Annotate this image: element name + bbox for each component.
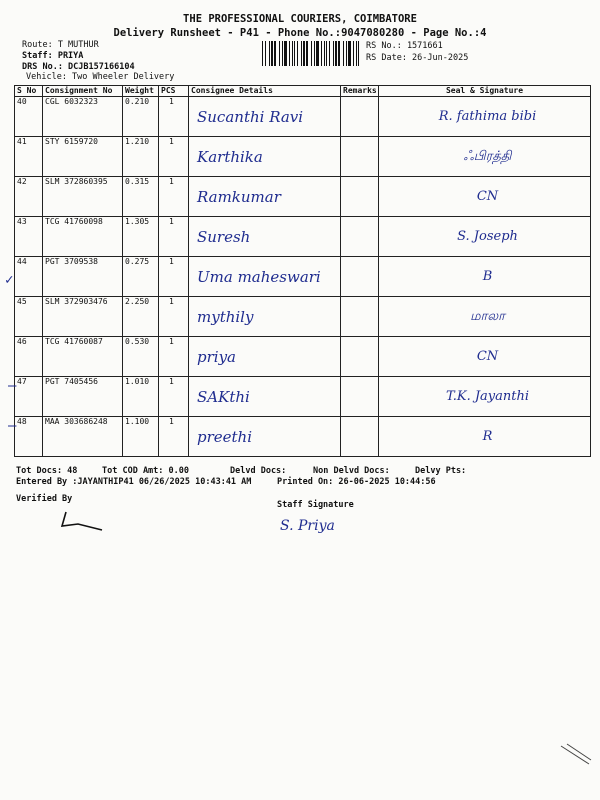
weight-cell: 1.210 [123,137,159,177]
seal-signature: மாலா [379,297,591,337]
tot-docs: Tot Docs: 48 [16,466,78,476]
sno-cell: 44 [15,257,43,297]
consignee-handwriting: mythily [189,297,341,337]
corner-scribble [555,740,595,770]
col-remarks: Remarks [341,86,379,97]
remarks-cell [341,297,379,337]
runsheet-title: Delivery Runsheet - P41 - Phone No.:9047080280 - Page No.:4 [113,27,487,39]
tick-mark: ✓ [5,272,14,288]
company-title: THE PROFESSIONAL COURIERS, COIMBATORE [183,13,417,25]
weight-cell: 1.010 [123,377,159,417]
staff-signature: S. Priya [280,518,335,534]
drs-number: DRS No.: DCJB157166104 [22,62,135,72]
sno-cell: 43 [15,217,43,257]
weight-cell: 0.530 [123,337,159,377]
consignment-cell: CGL 6032323 [43,97,123,137]
consignee-handwriting: Uma maheswari [189,257,341,297]
delvy-pts: Delvy Pts: [415,466,467,476]
sno-cell: 42 [15,177,43,217]
remarks-cell [341,137,379,177]
consignment-cell: MAA 303686248 [43,417,123,457]
sno-cell: 41 [15,137,43,177]
consignment-cell: TCG 41760087 [43,337,123,377]
printed-on: Printed On: 26-06-2025 10:44:56 [277,477,436,487]
route-label: Route: T MUTHUR [22,40,99,50]
table-header-row [15,86,591,97]
seal-signature: CN [379,337,591,377]
table-row [15,97,591,137]
rs-date: RS Date: 26-Jun-2025 [366,53,469,63]
remarks-cell [341,377,379,417]
table-row [15,377,591,417]
weight-cell: 2.250 [123,297,159,337]
col-weight: Weight [123,86,159,97]
seal-signature: B [379,257,591,297]
weight-cell: 0.210 [123,97,159,137]
rs-number: RS No.: 1571661 [366,41,443,51]
consignment-cell: PGT 3709538 [43,257,123,297]
staff-label: Staff: PRIYA [22,51,84,61]
weight-cell: 1.305 [123,217,159,257]
verified-signature [56,508,108,532]
consignee-handwriting: Ramkumar [189,177,341,217]
col-pcs: PCS [159,86,189,97]
table-row [15,297,591,337]
staff-signature-label: Staff Signature [277,500,354,510]
consignment-cell: PGT 7405456 [43,377,123,417]
consignee-handwriting: Karthika [189,137,341,177]
seal-signature: S. Joseph [379,217,591,257]
sno-cell: 45 [15,297,43,337]
sno-cell: 46 [15,337,43,377]
col-signature: Seal & Signature [379,86,591,97]
col-consignment: Consignment No [43,86,123,97]
table-row [15,217,591,257]
col-consignee: Consignee Details [189,86,341,97]
tot-cod: Tot COD Amt: 0.00 [102,466,189,476]
table-row [15,137,591,177]
pcs-cell: 1 [159,257,189,297]
tick-mark: – [8,418,17,434]
col-sno: S No [15,86,43,97]
weight-cell: 0.275 [123,257,159,297]
barcode [262,41,360,66]
consignee-handwriting: SAKthi [189,377,341,417]
remarks-cell [341,217,379,257]
tick-mark: – [8,378,17,394]
runsheet-table [14,85,591,457]
consignment-cell: TCG 41760098 [43,217,123,257]
remarks-cell [341,97,379,137]
delvd-docs: Delvd Docs: [230,466,287,476]
table-row [15,337,591,377]
pcs-cell: 1 [159,297,189,337]
pcs-cell: 1 [159,177,189,217]
consignment-cell: STY 6159720 [43,137,123,177]
remarks-cell [341,257,379,297]
pcs-cell: 1 [159,417,189,457]
sno-cell: 40 [15,97,43,137]
weight-cell: 0.315 [123,177,159,217]
seal-signature: R. fathima bibi [379,97,591,137]
verified-by-label: Verified By [16,494,73,504]
consignment-cell: SLM 372860395 [43,177,123,217]
consignee-handwriting: priya [189,337,341,377]
vehicle-label: Vehicle: Two Wheeler Delivery [26,72,175,82]
pcs-cell: 1 [159,217,189,257]
pcs-cell: 1 [159,337,189,377]
non-delvd-docs: Non Delvd Docs: [313,466,390,476]
pcs-cell: 1 [159,377,189,417]
seal-signature: T.K. Jayanthi [379,377,591,417]
remarks-cell [341,177,379,217]
pcs-cell: 1 [159,137,189,177]
pcs-cell: 1 [159,97,189,137]
consignee-handwriting: preethi [189,417,341,457]
table-row [15,177,591,217]
sno-cell: 48 [15,417,43,457]
remarks-cell [341,337,379,377]
seal-signature: ஃபிரத்தி [379,137,591,177]
entered-by: Entered By :JAYANTHIP41 06/26/2025 10:43:41 AM [16,477,252,487]
consignee-handwriting: Sucanthi Ravi [189,97,341,137]
table-row [15,417,591,457]
remarks-cell [341,417,379,457]
consignment-cell: SLM 372903476 [43,297,123,337]
seal-signature: R [379,417,591,457]
sno-cell: 47 [15,377,43,417]
seal-signature: CN [379,177,591,217]
weight-cell: 1.100 [123,417,159,457]
consignee-handwriting: Suresh [189,217,341,257]
table-row [15,257,591,297]
